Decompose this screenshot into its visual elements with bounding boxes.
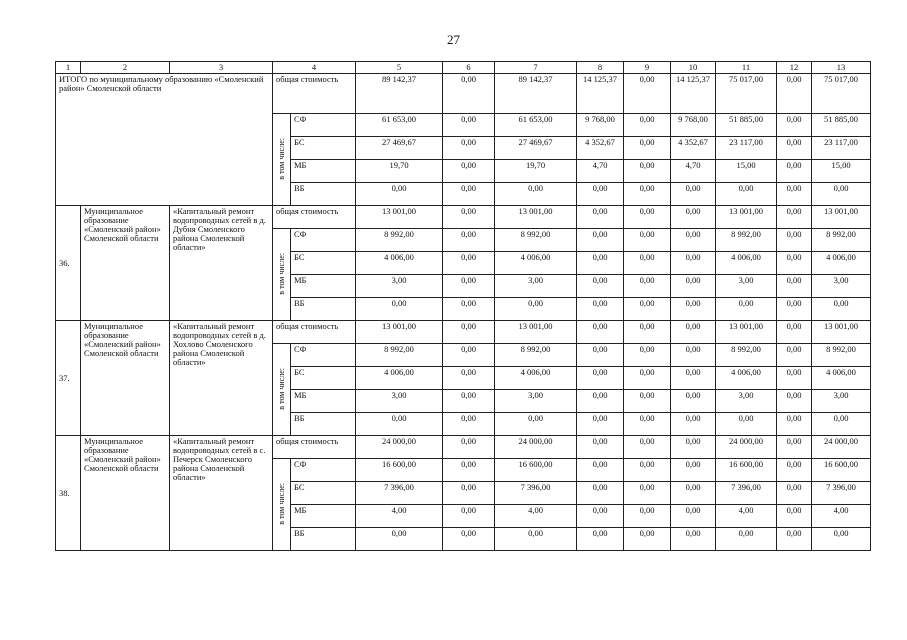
value-cell: 0,00 (577, 298, 624, 321)
value-cell: 0,00 (577, 482, 624, 505)
value-cell: 61 653,00 (495, 114, 577, 137)
value-cell: 0,00 (443, 206, 495, 229)
value-cell: 0,00 (577, 229, 624, 252)
in-that-label (273, 114, 291, 206)
value-cell: 0,00 (716, 298, 777, 321)
value-cell: 4,00 (716, 505, 777, 528)
value-cell: 0,00 (671, 252, 716, 275)
value-cell: 0,00 (443, 436, 495, 459)
value-cell: 14 125,37 (577, 74, 624, 114)
value-cell: 0,00 (777, 298, 812, 321)
value-cell: 4 006,00 (495, 367, 577, 390)
fund-name: БС (291, 137, 356, 160)
value-cell: 7 396,00 (495, 482, 577, 505)
value-cell: 3,00 (356, 390, 443, 413)
value-cell: 23 117,00 (716, 137, 777, 160)
cost-label: общая стоимость (273, 206, 356, 229)
object-name: «Капитальный ремонт водопроводных сетей в д. Дубня Смоленского района Смоленской области» (170, 206, 273, 321)
fund-name: ВБ (291, 413, 356, 436)
value-cell: 0,00 (624, 436, 671, 459)
cost-label: общая стоимость (273, 436, 356, 459)
value-cell: 16 600,00 (356, 459, 443, 482)
cost-label: общая стоимость (273, 321, 356, 344)
value-cell: 0,00 (777, 505, 812, 528)
value-cell: 89 142,37 (495, 74, 577, 114)
value-cell: 0,00 (624, 482, 671, 505)
value-cell: 3,00 (716, 275, 777, 298)
value-cell: 0,00 (624, 206, 671, 229)
value-cell: 0,00 (443, 413, 495, 436)
value-cell: 0,00 (671, 528, 716, 551)
value-cell: 8 992,00 (495, 229, 577, 252)
value-cell: 8 992,00 (812, 344, 871, 367)
header-cell: 6 (443, 62, 495, 74)
value-cell: 0,00 (356, 183, 443, 206)
value-cell: 0,00 (624, 160, 671, 183)
value-cell: 0,00 (671, 367, 716, 390)
value-cell: 7 396,00 (716, 482, 777, 505)
value-cell: 16 600,00 (812, 459, 871, 482)
value-cell: 0,00 (443, 183, 495, 206)
value-cell: 0,00 (812, 183, 871, 206)
value-cell: 3,00 (495, 275, 577, 298)
value-cell: 4 006,00 (812, 367, 871, 390)
value-cell: 7 396,00 (812, 482, 871, 505)
value-cell: 0,00 (443, 275, 495, 298)
value-cell: 0,00 (716, 528, 777, 551)
value-cell: 61 653,00 (356, 114, 443, 137)
value-cell: 19,70 (495, 160, 577, 183)
value-cell: 0,00 (777, 252, 812, 275)
value-cell: 0,00 (671, 390, 716, 413)
value-cell: 9 768,00 (577, 114, 624, 137)
value-cell: 0,00 (577, 413, 624, 436)
value-cell: 13 001,00 (812, 206, 871, 229)
value-cell: 27 469,67 (495, 137, 577, 160)
value-cell: 0,00 (777, 137, 812, 160)
in-that-label (273, 229, 291, 321)
cost-label: общая стоимость (273, 74, 356, 114)
value-cell: 8 992,00 (716, 229, 777, 252)
value-cell: 13 001,00 (356, 206, 443, 229)
value-cell: 13 001,00 (812, 321, 871, 344)
cost-row (56, 74, 871, 114)
value-cell: 0,00 (671, 298, 716, 321)
value-cell: 16 600,00 (716, 459, 777, 482)
value-cell: 4,00 (495, 505, 577, 528)
value-cell: 0,00 (443, 367, 495, 390)
value-cell: 0,00 (577, 275, 624, 298)
cost-row (56, 206, 871, 229)
value-cell: 4,00 (356, 505, 443, 528)
value-cell: 0,00 (577, 321, 624, 344)
header-cell: 4 (273, 62, 356, 74)
value-cell: 13 001,00 (716, 206, 777, 229)
fund-name: СФ (291, 229, 356, 252)
in-that-label-text: в том числе: (277, 482, 286, 525)
in-that-label-text: в том числе: (277, 137, 286, 180)
value-cell: 0,00 (624, 275, 671, 298)
value-cell: 0,00 (716, 183, 777, 206)
object-name: «Капитальный ремонт водопроводных сетей в с. Печерск Смоленского района Смоленской области» (170, 436, 273, 551)
municipality-name: Муниципальное образование «Смоленский район» Смоленской области (81, 321, 170, 436)
header-cell: 5 (356, 62, 443, 74)
value-cell: 0,00 (443, 252, 495, 275)
value-cell: 0,00 (624, 74, 671, 114)
value-cell: 0,00 (777, 459, 812, 482)
value-cell: 4,00 (812, 505, 871, 528)
fund-name: ВБ (291, 298, 356, 321)
value-cell: 0,00 (777, 344, 812, 367)
municipality-name: Муниципальное образование «Смоленский район» Смоленской области (81, 206, 170, 321)
in-that-label (273, 344, 291, 436)
value-cell: 0,00 (624, 390, 671, 413)
value-cell: 3,00 (495, 390, 577, 413)
object-name: «Капитальный ремонт водопроводных сетей в д. Хохлово Смоленского района Смоленской области» (170, 321, 273, 436)
value-cell: 4,70 (671, 160, 716, 183)
value-cell: 0,00 (577, 390, 624, 413)
value-cell: 0,00 (443, 321, 495, 344)
value-cell: 8 992,00 (495, 344, 577, 367)
value-cell: 0,00 (577, 183, 624, 206)
value-cell: 0,00 (671, 344, 716, 367)
value-cell: 0,00 (577, 367, 624, 390)
fund-name: МБ (291, 390, 356, 413)
fund-name: МБ (291, 505, 356, 528)
value-cell: 0,00 (671, 183, 716, 206)
value-cell: 0,00 (577, 459, 624, 482)
value-cell: 0,00 (624, 252, 671, 275)
in-that-label-text: в том числе: (277, 367, 286, 410)
value-cell: 0,00 (443, 459, 495, 482)
value-cell: 0,00 (777, 482, 812, 505)
value-cell: 4 352,67 (577, 137, 624, 160)
item-number: 36. (56, 206, 81, 321)
value-cell: 0,00 (356, 528, 443, 551)
cost-row (56, 321, 871, 344)
item-number: 38. (56, 436, 81, 551)
value-cell: 23 117,00 (812, 137, 871, 160)
value-cell: 8 992,00 (716, 344, 777, 367)
value-cell: 51 885,00 (812, 114, 871, 137)
fund-name: СФ (291, 344, 356, 367)
value-cell: 0,00 (777, 528, 812, 551)
value-cell: 0,00 (443, 482, 495, 505)
value-cell: 8 992,00 (812, 229, 871, 252)
value-cell: 14 125,37 (671, 74, 716, 114)
total-label: ИТОГО по муниципальному образованию «Смоленский район» Смоленской области (56, 74, 273, 206)
header-row (56, 62, 871, 74)
value-cell: 0,00 (443, 344, 495, 367)
value-cell: 0,00 (624, 183, 671, 206)
value-cell: 0,00 (624, 413, 671, 436)
header-cell: 13 (812, 62, 871, 74)
value-cell: 75 017,00 (812, 74, 871, 114)
value-cell: 0,00 (671, 206, 716, 229)
value-cell: 0,00 (624, 459, 671, 482)
fund-name: ВБ (291, 528, 356, 551)
fund-name: БС (291, 482, 356, 505)
value-cell: 0,00 (777, 183, 812, 206)
value-cell: 9 768,00 (671, 114, 716, 137)
value-cell: 3,00 (356, 275, 443, 298)
value-cell: 0,00 (777, 229, 812, 252)
value-cell: 0,00 (443, 160, 495, 183)
value-cell: 0,00 (495, 528, 577, 551)
header-cell: 9 (624, 62, 671, 74)
in-that-label-text: в том числе: (277, 252, 286, 295)
value-cell: 0,00 (443, 390, 495, 413)
value-cell: 3,00 (812, 390, 871, 413)
value-cell: 89 142,37 (356, 74, 443, 114)
value-cell: 75 017,00 (716, 74, 777, 114)
value-cell: 0,00 (777, 160, 812, 183)
cost-row (56, 436, 871, 459)
value-cell: 4 006,00 (812, 252, 871, 275)
fund-name: МБ (291, 160, 356, 183)
value-cell: 4 006,00 (495, 252, 577, 275)
value-cell: 4,70 (577, 160, 624, 183)
value-cell: 0,00 (671, 275, 716, 298)
value-cell: 0,00 (671, 229, 716, 252)
value-cell: 0,00 (777, 367, 812, 390)
value-cell: 7 396,00 (356, 482, 443, 505)
value-cell: 0,00 (495, 183, 577, 206)
value-cell: 0,00 (777, 321, 812, 344)
value-cell: 0,00 (812, 528, 871, 551)
value-cell: 13 001,00 (495, 321, 577, 344)
value-cell: 15,00 (716, 160, 777, 183)
value-cell: 0,00 (443, 528, 495, 551)
value-cell: 8 992,00 (356, 344, 443, 367)
header-cell: 11 (716, 62, 777, 74)
value-cell: 0,00 (443, 298, 495, 321)
value-cell: 0,00 (777, 390, 812, 413)
in-that-label (273, 459, 291, 551)
value-cell: 15,00 (812, 160, 871, 183)
funding-table (55, 61, 871, 551)
fund-name: БС (291, 252, 356, 275)
value-cell: 0,00 (495, 413, 577, 436)
fund-name: СФ (291, 459, 356, 482)
value-cell: 0,00 (624, 528, 671, 551)
header-cell: 3 (170, 62, 273, 74)
value-cell: 0,00 (671, 459, 716, 482)
header-cell: 8 (577, 62, 624, 74)
value-cell: 0,00 (443, 505, 495, 528)
value-cell: 0,00 (671, 321, 716, 344)
value-cell: 0,00 (624, 505, 671, 528)
value-cell: 24 000,00 (716, 436, 777, 459)
header-cell: 7 (495, 62, 577, 74)
value-cell: 0,00 (577, 528, 624, 551)
value-cell: 0,00 (624, 344, 671, 367)
value-cell: 4 006,00 (356, 367, 443, 390)
value-cell: 0,00 (716, 413, 777, 436)
value-cell: 4 006,00 (716, 367, 777, 390)
value-cell: 0,00 (624, 367, 671, 390)
value-cell: 0,00 (777, 114, 812, 137)
value-cell: 3,00 (812, 275, 871, 298)
value-cell: 13 001,00 (495, 206, 577, 229)
value-cell: 0,00 (577, 206, 624, 229)
value-cell: 4 006,00 (356, 252, 443, 275)
value-cell: 0,00 (443, 229, 495, 252)
value-cell: 4 006,00 (716, 252, 777, 275)
value-cell: 13 001,00 (356, 321, 443, 344)
fund-name: МБ (291, 275, 356, 298)
value-cell: 13 001,00 (716, 321, 777, 344)
value-cell: 0,00 (443, 114, 495, 137)
value-cell: 0,00 (624, 321, 671, 344)
value-cell: 3,00 (716, 390, 777, 413)
value-cell: 0,00 (671, 413, 716, 436)
value-cell: 0,00 (777, 206, 812, 229)
value-cell: 16 600,00 (495, 459, 577, 482)
value-cell: 51 885,00 (716, 114, 777, 137)
value-cell: 4 352,67 (671, 137, 716, 160)
value-cell: 0,00 (624, 298, 671, 321)
header-cell: 1 (56, 62, 81, 74)
value-cell: 0,00 (812, 298, 871, 321)
header-cell: 2 (81, 62, 170, 74)
value-cell: 24 000,00 (356, 436, 443, 459)
value-cell: 24 000,00 (812, 436, 871, 459)
value-cell: 0,00 (356, 298, 443, 321)
value-cell: 0,00 (671, 482, 716, 505)
value-cell: 0,00 (777, 436, 812, 459)
value-cell: 0,00 (495, 298, 577, 321)
value-cell: 0,00 (577, 252, 624, 275)
value-cell: 8 992,00 (356, 229, 443, 252)
value-cell: 19,70 (356, 160, 443, 183)
value-cell: 0,00 (777, 413, 812, 436)
value-cell: 0,00 (577, 344, 624, 367)
value-cell: 0,00 (624, 229, 671, 252)
item-number: 37. (56, 321, 81, 436)
value-cell: 0,00 (777, 74, 812, 114)
value-cell: 0,00 (356, 413, 443, 436)
value-cell: 0,00 (624, 137, 671, 160)
fund-name: ВБ (291, 183, 356, 206)
fund-name: БС (291, 367, 356, 390)
value-cell: 0,00 (624, 114, 671, 137)
value-cell: 27 469,67 (356, 137, 443, 160)
value-cell: 0,00 (443, 137, 495, 160)
value-cell: 0,00 (777, 275, 812, 298)
fund-name: СФ (291, 114, 356, 137)
value-cell: 0,00 (812, 413, 871, 436)
page-number: 27 (447, 32, 460, 47)
value-cell: 0,00 (671, 436, 716, 459)
header-cell: 10 (671, 62, 716, 74)
municipality-name: Муниципальное образование «Смоленский район» Смоленской области (81, 436, 170, 551)
value-cell: 0,00 (671, 505, 716, 528)
header-cell: 12 (777, 62, 812, 74)
value-cell: 24 000,00 (495, 436, 577, 459)
value-cell: 0,00 (577, 436, 624, 459)
value-cell: 0,00 (443, 74, 495, 114)
value-cell: 0,00 (577, 505, 624, 528)
